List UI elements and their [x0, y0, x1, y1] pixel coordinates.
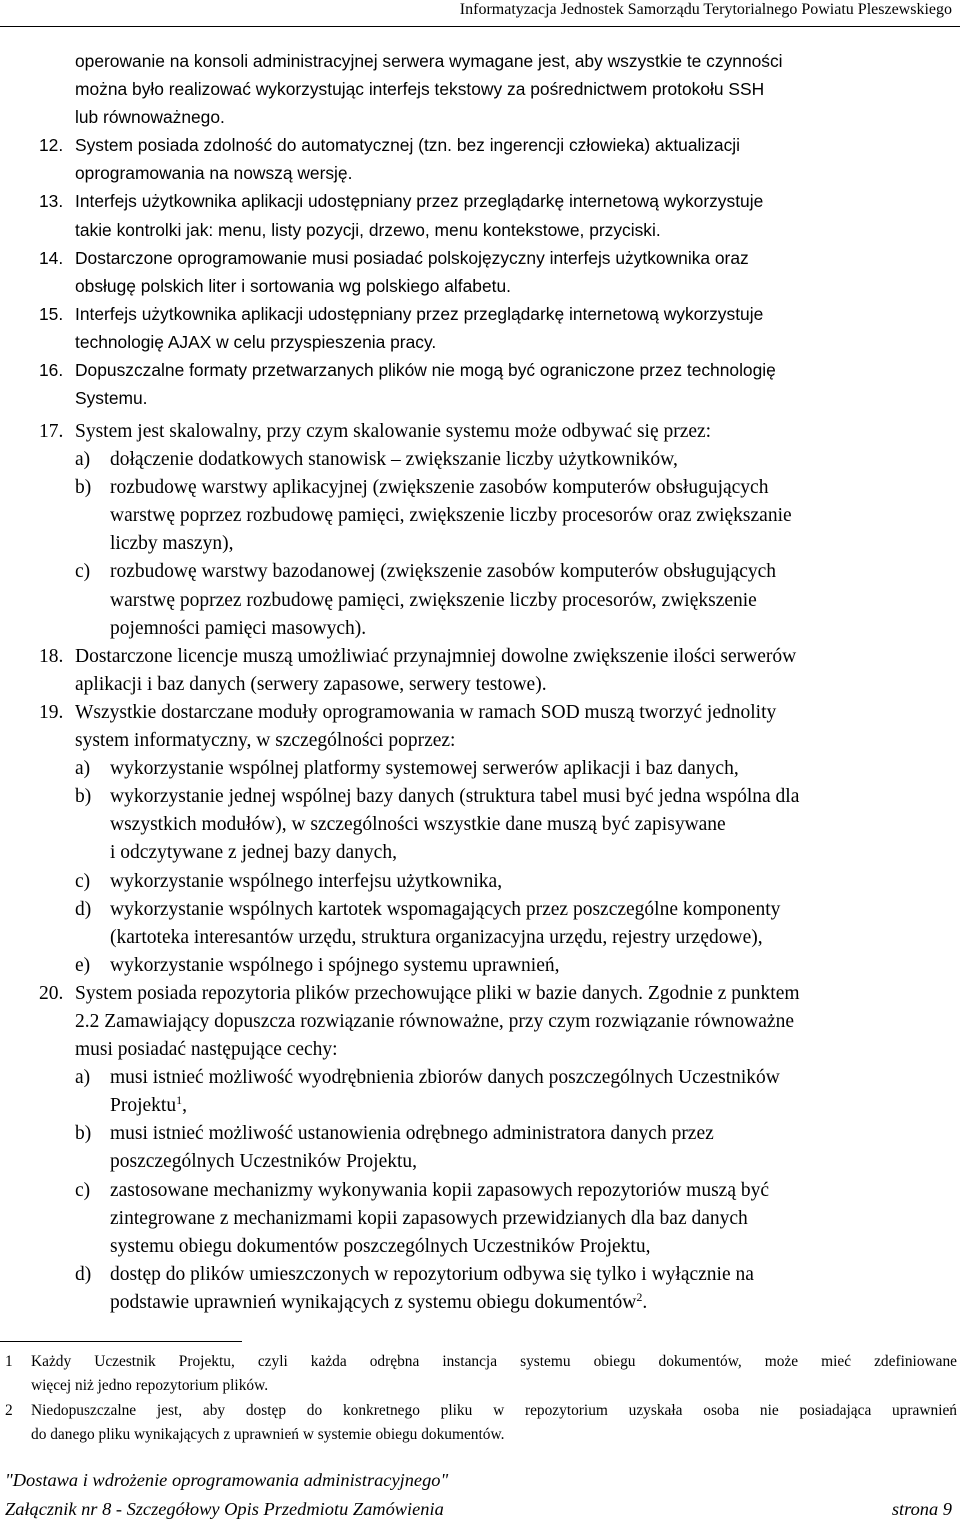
footnote-text: Każdy Uczestnik Projektu, czyli każda odrębna instancja systemu obiegu dokumentów, może mieć zdefiniowane	[31, 1353, 957, 1370]
sub-item-text: musi istnieć możliwość wyodrębnienia zbiorów danych poszczególnych Uczestników	[110, 1067, 780, 1089]
sub-item-text: wykorzystanie wspólnego i spójnego systemu uprawnień,	[110, 954, 560, 976]
sub-item-17a	[0, 446, 960, 474]
item-number: 20.	[39, 982, 64, 1004]
sub-item-17c	[0, 558, 960, 586]
text-line: oprogramowania na nowszą wersję.	[75, 163, 353, 184]
list-item-16	[0, 356, 960, 384]
text-line: lub równoważnego.	[75, 107, 225, 128]
body-serif-section	[0, 418, 960, 1317]
footnote-text: więcej niż jedno repozytorium plików.	[31, 1376, 269, 1394]
sub-item-text: rozbudowę warstwy aplikacyjnej (zwiększenie zasobów komputerów obsługujących	[110, 477, 769, 499]
footnote-text: do danego pliku wynikających z uprawnień w systemie obiegu dokumentów.	[31, 1425, 505, 1443]
sub-item-letter: c)	[75, 561, 91, 583]
item-number: 19.	[39, 701, 64, 723]
sub-item-20b	[0, 1120, 960, 1148]
text-line: i odczytywane z jednej bazy danych,	[110, 842, 397, 864]
item-text: Interfejs użytkownika aplikacji udostępniany przez przeglądarkę internetową wykorzystuje	[75, 303, 764, 324]
body-sans-section	[0, 47, 960, 412]
footnote-number: 1	[5, 1353, 13, 1370]
sub-item-letter: b)	[75, 477, 92, 499]
sub-item-text: wykorzystanie wspólnych kartotek wspomagających przez poszczególne komponenty	[110, 898, 781, 920]
text-line: operowanie na konsoli administracyjnej serwera wymagane jest, aby wszystkie te czynności	[75, 51, 783, 71]
sub-item-letter: c)	[75, 1179, 91, 1201]
sub-item-letter: b)	[75, 1123, 92, 1145]
sub-item-letter: a)	[75, 758, 91, 780]
text-fragment: Projektu	[110, 1095, 177, 1117]
text-line	[0, 1289, 960, 1317]
text-line: pojemności pamięci masowych).	[110, 617, 367, 639]
list-item-17	[0, 418, 960, 446]
page-header: Informatyzacja Jednostek Samorządu Terytorialnego Powiatu Pleszewskiego	[459, 1, 952, 18]
sub-item-letter: e)	[75, 954, 91, 976]
sub-item-text: musi istnieć możliwość ustanowienia odrębnego administratora danych przez	[110, 1123, 714, 1145]
item-text: Dopuszczalne formaty przetwarzanych plików nie mogą być ograniczone przez technologię	[75, 360, 776, 381]
text-line: obsługę polskich liter i sortowania wg polskiego alfabetu.	[75, 275, 511, 296]
item-number: 13.	[39, 191, 64, 212]
sub-item-text: wykorzystanie jednej wspólnej bazy danych (struktura tabel musi być jedna wspólna dla	[110, 786, 800, 808]
sub-item-letter: a)	[75, 449, 91, 471]
text-line: takie kontrolki jak: menu, listy pozycji, drzewo, menu kontekstowe, przyciski.	[75, 219, 661, 240]
page-number: strona 9	[891, 1499, 952, 1519]
footer-title: "Dostawa i wdrożenie oprogramowania administracyjnego"	[5, 1470, 449, 1490]
sub-item-text: dostęp do plików umieszczonych w repozytorium odbywa się tylko i wyłącznie na	[110, 1263, 754, 1285]
text-line: zintegrowane z mechanizmami kopii zapasowych przewidzianych dla baz danych	[110, 1207, 748, 1229]
text-line: wszystkich modułów), w szczególności wszystkie dane muszą być zapisywane	[110, 814, 726, 836]
item-number: 15.	[39, 303, 64, 324]
footnote-ref-1[interactable]: 1	[176, 1093, 183, 1108]
sub-item-19b	[0, 783, 960, 811]
item-text: System posiada zdolność do automatycznej (tzn. bez ingerencji człowieka) aktualizacji	[75, 135, 741, 156]
item-text: System posiada repozytoria plików przechowujące pliki w bazie danych. Zgodnie z punktem	[75, 982, 800, 1004]
sub-item-letter: a)	[75, 1067, 91, 1089]
sub-item-text: rozbudowę warstwy bazodanowej (zwiększenie zasobów komputerów obsługujących	[110, 561, 777, 583]
sub-item-text: zastosowane mechanizmy wykonywania kopii zapasowych repozytoriów muszą być	[110, 1179, 770, 1201]
text-line: można było realizować wykorzystując interfejs tekstowy za pośrednictwem protokołu SSH	[75, 79, 765, 100]
list-item-14	[0, 244, 960, 272]
footnote-1	[0, 1350, 960, 1374]
text-line: poszczególnych Uczestników Projektu,	[110, 1151, 418, 1173]
sub-item-19a	[0, 755, 960, 783]
sub-item-19e	[0, 952, 960, 980]
text-line: musi posiadać następujące cechy:	[75, 1039, 338, 1061]
list-item-18	[0, 643, 960, 671]
sub-item-20a	[0, 1064, 960, 1092]
item-text: Dostarczone licencje muszą umożliwiać przynajmniej dowolne zwiększenie ilości serwerów	[75, 645, 797, 667]
sub-item-letter: c)	[75, 870, 91, 892]
text-line: technologię AJAX w celu przyspieszenia pracy.	[75, 331, 437, 352]
footnote-2-cont	[0, 1423, 960, 1447]
sub-item-17b	[0, 474, 960, 502]
list-item-15	[0, 300, 960, 328]
footnote-number: 2	[5, 1402, 13, 1419]
list-item-12	[0, 131, 960, 159]
list-item-13	[0, 187, 960, 215]
sub-item-text: wykorzystanie wspólnego interfejsu użytkownika,	[110, 870, 503, 892]
item-number: 16.	[39, 360, 64, 381]
list-item-19	[0, 699, 960, 727]
text-fragment: ,	[182, 1095, 187, 1117]
text-line: liczby maszyn),	[110, 533, 234, 555]
text-line	[0, 1092, 960, 1120]
text-line: warstwę poprzez rozbudowę pamięci, zwiększenie liczby procesorów, zwiększenie	[110, 589, 757, 611]
sub-item-20d	[0, 1261, 960, 1289]
item-text: Dostarczone oprogramowanie musi posiadać polskojęzyczny interfejs użytkownika oraz	[75, 247, 749, 268]
footer-subtitle: Załącznik nr 8 - Szczegółowy Opis Przedmiotu Zamówienia	[5, 1499, 444, 1519]
text-line: aplikacji i baz danych (serwery zapasowe, serwery testowe).	[75, 673, 547, 695]
item-text: System jest skalowalny, przy czym skalowanie systemu może odbywać się przez:	[75, 421, 712, 442]
text-line: warstwę poprzez rozbudowę pamięci, zwiększenie liczby procesorów oraz zwiększanie	[110, 505, 792, 527]
footnote-1-cont	[0, 1374, 960, 1398]
item-text: Wszystkie dostarczane moduły oprogramowania w ramach SOD muszą tworzyć jednolity	[75, 701, 777, 723]
sub-item-letter: d)	[75, 1263, 92, 1285]
text-line: Systemu.	[75, 388, 148, 409]
text-line: system informatyczny, w szczególności poprzez:	[75, 730, 456, 752]
list-item-20	[0, 980, 960, 1008]
sub-item-text: dołączenie dodatkowych stanowisk – zwiększanie liczby użytkowników,	[110, 449, 678, 471]
sub-item-20c	[0, 1177, 960, 1205]
text-line: 2.2 Zamawiający dopuszcza rozwiązanie równoważne, przy czym rozwiązanie równoważne	[75, 1010, 794, 1032]
footnote-2	[0, 1399, 960, 1423]
sub-item-letter: d)	[75, 898, 92, 920]
sub-item-19c	[0, 868, 960, 896]
text-fragment: .	[642, 1291, 648, 1313]
header-divider	[0, 26, 960, 27]
footer-title-line	[0, 1466, 960, 1495]
item-number: 14.	[39, 247, 64, 268]
text-line: (kartoteka interesantów urzędu, struktura organizacyjna urzędu, rejestry urzędowe),	[110, 926, 763, 948]
text-fragment: podstawie uprawnień wynikających z systemu obiegu dokumentów	[110, 1291, 637, 1313]
sub-item-text: wykorzystanie wspólnej platformy systemowej serwerów aplikacji i baz danych,	[110, 758, 739, 780]
item-number: 18.	[39, 645, 64, 667]
sub-item-19d	[0, 896, 960, 924]
footnote-divider	[0, 1341, 242, 1342]
footnote-ref-2[interactable]: 2	[636, 1289, 643, 1304]
footnotes	[0, 1350, 960, 1446]
sub-item-letter: b)	[75, 786, 92, 808]
text-line: systemu obiegu dokumentów poszczególnych Uczestników Projektu,	[110, 1235, 651, 1257]
footnote-text: Niedopuszczalne jest, aby dostęp do konkretnego pliku w repozytorium uzyskała osoba nie posiadająca uprawnień	[31, 1402, 957, 1419]
item-number: 12.	[39, 135, 64, 156]
item-text: Interfejs użytkownika aplikacji udostępniany przez przeglądarkę internetową wykorzystuje	[75, 191, 764, 212]
page-footer	[0, 1466, 960, 1524]
item-number: 17.	[39, 421, 64, 442]
